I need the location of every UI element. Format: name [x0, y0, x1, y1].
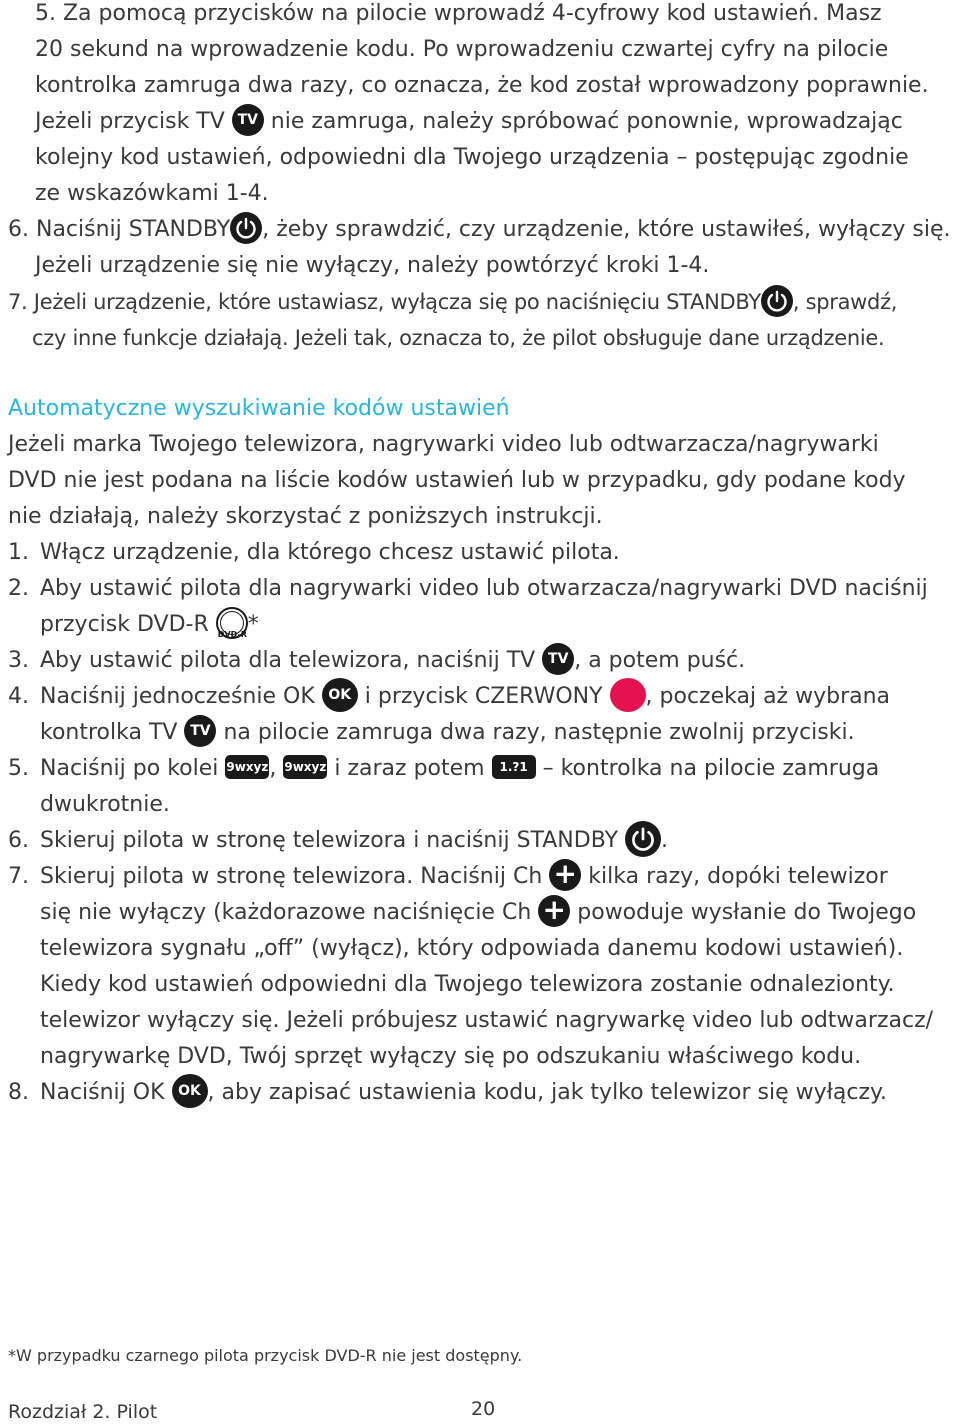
- dvd-r-label: DVD-R: [217, 630, 247, 639]
- auto-step3: [8, 643, 745, 679]
- ok-button-icon: OK: [322, 678, 358, 712]
- step-text: Naciśnij jednocześnie OK: [40, 684, 315, 709]
- auto-step5-line2: dwukrotnie.: [40, 792, 170, 817]
- step6-line1-text-a: 6. Naciśnij STANDBY: [8, 217, 231, 242]
- auto-step5-line1: [8, 751, 879, 787]
- step-text: – kontrolka na pilocie zamruga: [542, 756, 880, 781]
- step6-line2: Jeżeli urządzenie się nie wyłączy, należy powtórzyć kroki 1-4.: [35, 253, 710, 278]
- step-number: 6.: [8, 828, 29, 853]
- step-text: i zaraz potem: [334, 756, 485, 781]
- tv-button-icon: TV: [542, 643, 574, 675]
- auto-step4-line2: [40, 715, 855, 751]
- step6-line1: [8, 212, 951, 248]
- step-text: Aby ustawić pilota dla telewizora, naciśnij TV: [40, 648, 536, 673]
- step-text: kontrolka TV: [40, 720, 178, 745]
- step-text: na pilocie zamruga dwa razy, następnie zwolnij przyciski.: [223, 720, 855, 745]
- step-number: 4.: [8, 684, 29, 709]
- page-number: 20: [471, 1398, 496, 1420]
- auto-step4-line1: [8, 679, 890, 715]
- red-button-icon: [610, 678, 646, 712]
- step-number: 3.: [8, 648, 29, 673]
- auto-step1: [8, 535, 620, 571]
- step-text: Naciśnij OK: [40, 1080, 165, 1105]
- chapter-label: Rozdział 2. Pilot: [8, 1401, 158, 1423]
- step5-line4-text-a: Jeżeli przycisk TV: [35, 109, 225, 134]
- step-text: , aby zapisać ustawienia kodu, jak tylko telewizor się wyłączy.: [207, 1080, 887, 1105]
- asterisk: *: [247, 612, 259, 637]
- step-text: powoduje wysłanie do Twojego: [577, 900, 917, 925]
- step-text: się nie wyłączy (każdorazowe naciśnięcie Ch: [40, 900, 532, 925]
- channel-plus-icon: +: [549, 859, 581, 891]
- step7-line1: [8, 284, 897, 320]
- standby-icon: [625, 821, 661, 857]
- standby-icon: [230, 212, 262, 244]
- section-heading: Automatyczne wyszukiwanie kodów ustawień: [8, 396, 510, 421]
- auto-step7-line5: telewizor wyłączy się. Jeżeli próbujesz ustawić nagrywarkę video lub odtwarzacz/: [40, 1008, 934, 1033]
- step-text: Aby ustawić pilota dla nagrywarki video lub otwarzacza/nagrywarki DVD naciśnij: [40, 576, 928, 601]
- step7-line1-text-a: 7. Jeżeli urządzenie, które ustawiasz, wyłącza się po naciśnięciu STANDBY: [8, 290, 761, 314]
- auto-step7-line2: [40, 895, 916, 931]
- auto-step7-line1: [8, 859, 888, 895]
- step-text: Skieruj pilota w stronę telewizora i naciśnij STANDBY: [40, 828, 619, 853]
- step-text: , a potem puść.: [574, 648, 746, 673]
- step-text: ,: [269, 756, 277, 781]
- step-number: 5.: [8, 756, 29, 781]
- step5-line3: kontrolka zamruga dwa razy, co oznacza, że kod został wprowadzony poprawnie.: [35, 73, 929, 98]
- step5-line1: 5. Za pomocą przycisków na pilocie wprowadź 4-cyfrowy kod ustawień. Masz: [35, 1, 882, 26]
- step-number: 7.: [8, 864, 29, 889]
- key-1-icon: 1.?1: [492, 755, 536, 779]
- step-text: , poczekaj aż wybrana: [645, 684, 891, 709]
- channel-plus-icon: +: [538, 895, 570, 927]
- step5-line6: ze wskazówkami 1-4.: [35, 181, 269, 206]
- step-number: 1.: [8, 540, 29, 565]
- step-text: Naciśnij po kolei: [40, 756, 219, 781]
- standby-icon: [761, 285, 793, 317]
- step-number: 8.: [8, 1080, 29, 1105]
- intro-line1: Jeżeli marka Twojego telewizora, nagrywarki video lub odtwarzacza/nagrywarki: [8, 432, 879, 457]
- dvd-r-button-icon: [216, 607, 248, 639]
- step-number: 2.: [8, 576, 29, 601]
- auto-step7-line3: telewizora sygnału „off” (wyłącz), który odpowiada danemu kodowi ustawień).: [40, 936, 904, 961]
- ok-button-icon: OK: [172, 1074, 208, 1108]
- auto-step2-line2: [40, 607, 259, 643]
- key-9-icon: 9wxyz: [225, 755, 269, 779]
- step5-line2: 20 sekund na wprowadzenie kodu. Po wprowadzeniu czwartej cyfry na pilocie: [35, 37, 889, 62]
- intro-line3: nie działają, należy skorzystać z poniższych instrukcji.: [8, 504, 603, 529]
- step6-line1-text-b: , żeby sprawdzić, czy urządzenie, które ustawiłeś, wyłączy się.: [262, 217, 951, 242]
- auto-step7-line6: nagrywarkę DVD, Twój sprzęt wyłączy się po odszukaniu właściwego kodu.: [40, 1044, 862, 1069]
- step-text: przycisk DVD-R: [40, 612, 209, 637]
- step-text: Skieruj pilota w stronę telewizora. Naciśnij Ch: [40, 864, 543, 889]
- footnote: *W przypadku czarnego pilota przycisk DVD-R nie jest dostępny.: [8, 1346, 523, 1365]
- step-text: i przycisk CZERWONY: [364, 684, 603, 709]
- step-text: .: [661, 828, 669, 853]
- step5-line5: kolejny kod ustawień, odpowiedni dla Twojego urządzenia – postępując zgodnie: [35, 145, 909, 170]
- auto-step2-line1: [8, 571, 928, 607]
- auto-step7-line4: Kiedy kod ustawień odpowiedni dla Twojego telewizora zostanie odnalezionty.: [40, 972, 895, 997]
- intro-line2: DVD nie jest podana na liście kodów ustawień lub w przypadku, gdy podane kody: [8, 468, 906, 493]
- auto-step8: [8, 1075, 887, 1111]
- tv-button-icon: TV: [184, 715, 216, 747]
- step5-line4: [35, 104, 903, 140]
- step7-line1-text-b: , sprawdź,: [792, 290, 898, 314]
- key-9-icon: 9wxyz: [283, 755, 327, 779]
- tv-button-icon: TV: [232, 104, 264, 136]
- step7-line2: czy inne funkcje działają. Jeżeli tak, oznacza to, że pilot obsługuje dane urządzenie.: [32, 326, 885, 350]
- step-text: Włącz urządzenie, dla którego chcesz ustawić pilota.: [40, 540, 620, 565]
- step5-line4-text-b: nie zamruga, należy spróbować ponownie, wprowadzając: [270, 109, 903, 134]
- step-text: kilka razy, dopóki telewizor: [588, 864, 888, 889]
- auto-step6: [8, 823, 668, 859]
